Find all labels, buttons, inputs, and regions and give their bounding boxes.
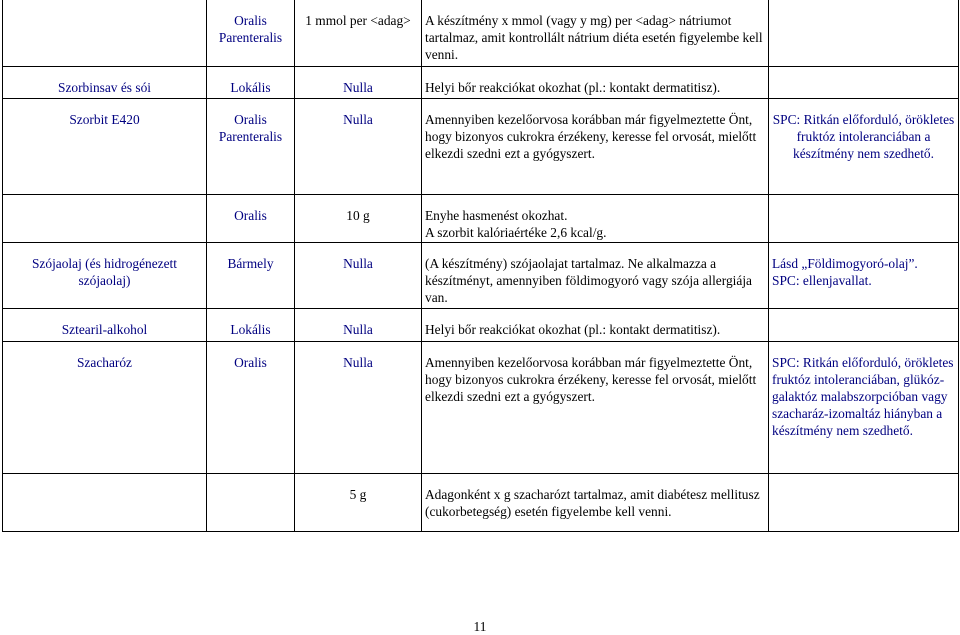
comment-cell — [769, 0, 959, 66]
info-cell: Enyhe hasmenést okozhat. A szorbit kalóriaértéke 2,6 kcal/g. — [422, 194, 769, 242]
table-row — [3, 242, 959, 308]
excipients-table — [2, 0, 959, 532]
comment-cell: Lásd „Földimogyoró-olaj”. SPC: ellenjavallat. — [769, 242, 959, 308]
excipient-name-cell: Szorbinsav és sói — [3, 66, 207, 98]
table-row — [3, 0, 959, 66]
info-cell: Helyi bőr reakciókat okozhat (pl.: kontakt dermatitisz). — [422, 308, 769, 341]
threshold-cell: 1 mmol per <adag> — [295, 0, 422, 66]
comment-cell — [769, 194, 959, 242]
route-cell: Oralis Parenteralis — [207, 0, 295, 66]
excipient-name-cell: Szorbit E420 — [3, 98, 207, 194]
excipient-name-cell — [3, 473, 207, 531]
comment-cell — [769, 473, 959, 531]
threshold-cell: Nulla — [295, 341, 422, 473]
excipient-name-cell — [3, 0, 207, 66]
table-row — [3, 66, 959, 98]
route-cell: Bármely — [207, 242, 295, 308]
route-cell: Lokális — [207, 66, 295, 98]
table-row — [3, 473, 959, 531]
route-cell — [207, 473, 295, 531]
threshold-cell: Nulla — [295, 98, 422, 194]
comment-cell — [769, 308, 959, 341]
excipient-name-cell: Szacharóz — [3, 341, 207, 473]
threshold-cell: Nulla — [295, 66, 422, 98]
table-row — [3, 341, 959, 473]
comment-cell: SPC: Ritkán előforduló, örökletes fruktóz intoleranciában a készítmény nem szedhető. — [769, 98, 959, 194]
page-number: 11 — [473, 619, 487, 634]
threshold-cell: Nulla — [295, 308, 422, 341]
excipient-name-cell: Sztearil-alkohol — [3, 308, 207, 341]
info-cell: Amennyiben kezelőorvosa korábban már figyelmeztette Önt, hogy bizonyos cukrokra érzékeny, keresse fel orvosát, mielőtt elkezdi szedni ezt a gyógyszert. — [422, 341, 769, 473]
info-cell: A készítmény x mmol (vagy y mg) per <adag> nátriumot tartalmaz, amit kontrollált nátrium diéta esetén figyelembe kell venni. — [422, 0, 769, 66]
excipient-name-cell: Szójaolaj (és hidrogénezett szójaolaj) — [3, 242, 207, 308]
excipient-name-cell — [3, 194, 207, 242]
info-cell: Amennyiben kezelőorvosa korábban már figyelmeztette Önt, hogy bizonyos cukrokra érzékeny, keresse fel orvosát, mielőtt elkezdi szedni ezt a gyógyszert. — [422, 98, 769, 194]
table-row — [3, 98, 959, 194]
threshold-cell: 5 g — [295, 473, 422, 531]
table-row — [3, 194, 959, 242]
info-cell: (A készítmény) szójaolajat tartalmaz. Ne alkalmazza a készítményt, amennyiben földimogyoró vagy szója allergiája van. — [422, 242, 769, 308]
route-cell: Lokális — [207, 308, 295, 341]
info-cell: Adagonként x g szacharózt tartalmaz, amit diabétesz mellitusz (cukorbetegség) esetén figyelembe kell venni. — [422, 473, 769, 531]
info-cell: Helyi bőr reakciókat okozhat (pl.: kontakt dermatitisz). — [422, 66, 769, 98]
comment-cell — [769, 66, 959, 98]
route-cell: Oralis — [207, 194, 295, 242]
comment-cell: SPC: Ritkán előforduló, örökletes fruktóz intoleranciában, glükóz-galaktóz malabszorpcióban vagy szacharáz-izomaltáz hiányban a készítmény nem szedhető. — [769, 341, 959, 473]
route-cell: Oralis — [207, 341, 295, 473]
route-cell: Oralis Parenteralis — [207, 98, 295, 194]
threshold-cell: Nulla — [295, 242, 422, 308]
table-row — [3, 308, 959, 341]
threshold-cell: 10 g — [295, 194, 422, 242]
